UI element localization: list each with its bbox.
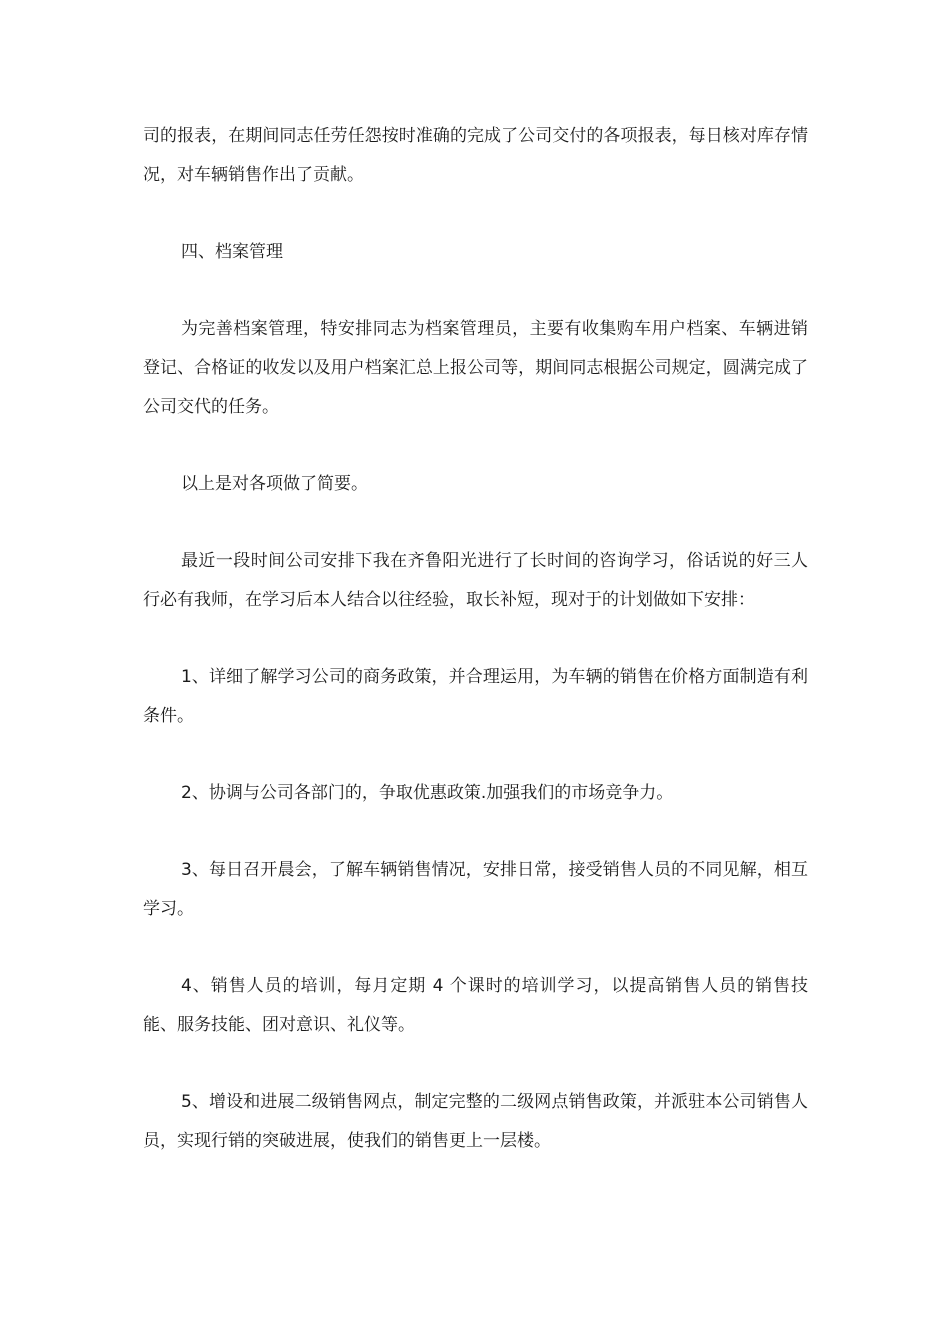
- paragraph-plan-intro: 最近一段时间公司安排下我在齐鲁阳光进行了长时间的咨询学习，俗话说的好三人行必有我师，在学习后本人结合以往经验，取长补短，现对于的计划做如下安排：: [143, 551, 808, 610]
- plan-item-5: 5、增设和进展二级销售网点，制定完整的二级网点销售政策，并派驻本公司销售人员，实现行销的突破进展，使我们的销售更上一层楼。: [143, 1092, 808, 1151]
- paragraph-summary: 以上是对各项做了简要。: [181, 474, 368, 494]
- plan-item-1: 1、详细了解学习公司的商务政策，并合理运用，为车辆的销售在价格方面制造有利条件。: [143, 667, 808, 726]
- document-body: [143, 117, 808, 1199]
- paragraph-report-continuation: 司的报表，在期间同志任劳任怨按时准确的完成了公司交付的各项报表，每日核对库存情况，对车辆销售作出了贡献。: [143, 126, 808, 185]
- plan-item-3: 3、每日召开晨会，了解车辆销售情况，安排日常，接受销售人员的不同见解，相互学习。: [143, 860, 808, 919]
- section-heading-archive-management: 四、档案管理: [181, 242, 283, 262]
- paragraph-archive-management: 为完善档案管理，特安排同志为档案管理员，主要有收集购车用户档案、车辆进销登记、合格证的收发以及用户档案汇总上报公司等，期间同志根据公司规定，圆满完成了公司交代的任务。: [143, 319, 808, 417]
- plan-item-2: 2、协调与公司各部门的，争取优惠政策.加强我们的市场竞争力。: [181, 783, 674, 803]
- plan-item-4: 4、销售人员的培训，每月定期 4 个课时的培训学习，以提高销售人员的销售技能、服务技能、团对意识、礼仪等。: [143, 976, 808, 1035]
